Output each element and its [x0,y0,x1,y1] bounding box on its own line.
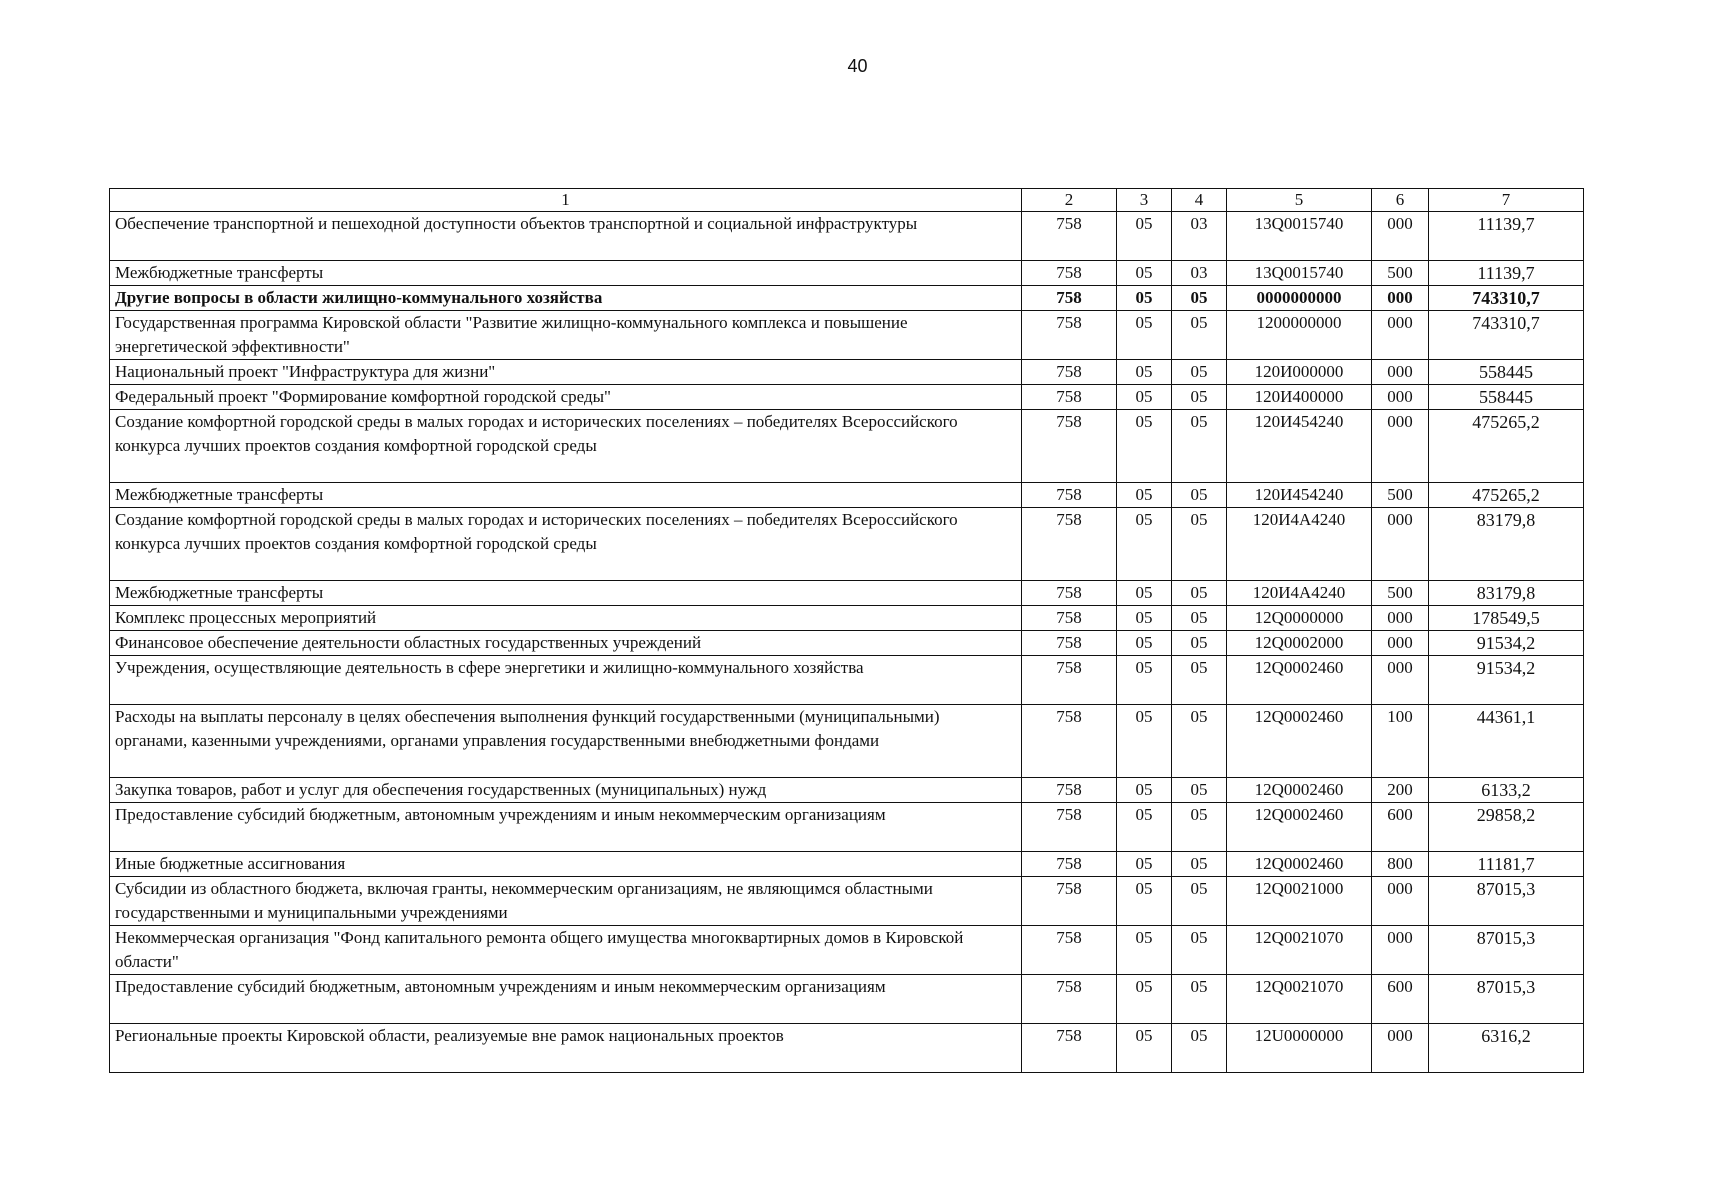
row-section-cell: 05 [1117,877,1172,926]
row-name-cell: Межбюджетные трансферты [110,483,1022,508]
row-target-article-cell: 120И454240 [1227,410,1372,483]
row-subsection-cell: 05 [1172,385,1227,410]
table-row [110,656,1584,705]
row-subsection-cell: 05 [1172,1024,1227,1073]
row-expense-type-cell: 000 [1372,410,1429,483]
table-row [110,778,1584,803]
row-ministry-code-cell: 758 [1022,508,1117,581]
row-target-article-cell: 13Q0015740 [1227,212,1372,261]
table-row [110,360,1584,385]
row-name-cell: Создание комфортной городской среды в малых городах и исторических поселениях – победителях Всероссийского конкурса лучших проектов создания комфортной городской среды [110,410,1022,483]
row-target-article-cell: 1200000000 [1227,311,1372,360]
row-ministry-code-cell: 758 [1022,261,1117,286]
row-ministry-code-cell: 758 [1022,410,1117,483]
row-amount-cell: 11181,7 [1429,852,1584,877]
row-target-article-cell: 12U0000000 [1227,1024,1372,1073]
row-amount-cell: 558445 [1429,360,1584,385]
row-amount-cell: 91534,2 [1429,656,1584,705]
row-expense-type-cell: 500 [1372,261,1429,286]
row-subsection-cell: 05 [1172,852,1227,877]
row-ministry-code-cell: 758 [1022,606,1117,631]
row-subsection-cell: 03 [1172,261,1227,286]
row-target-article-cell: 0000000000 [1227,286,1372,311]
row-ministry-code-cell: 758 [1022,926,1117,975]
column-header-3: 3 [1117,189,1172,212]
row-expense-type-cell: 000 [1372,385,1429,410]
row-section-cell: 05 [1117,975,1172,1024]
row-section-cell: 05 [1117,606,1172,631]
row-subsection-cell: 05 [1172,360,1227,385]
row-ministry-code-cell: 758 [1022,631,1117,656]
row-name-cell: Предоставление субсидий бюджетным, автономным учреждениям и иным некоммерческим организациям [110,803,1022,852]
row-name-cell: Учреждения, осуществляющие деятельность в сфере энергетики и жилищно-коммунального хозяйства [110,656,1022,705]
table-row [110,385,1584,410]
row-section-cell: 05 [1117,778,1172,803]
row-ministry-code-cell: 758 [1022,852,1117,877]
row-name-cell: Расходы на выплаты персоналу в целях обеспечения выполнения функций государственными (муниципальными) органами, казенными учреждениями, органами управления государственными внебюджетными фондами [110,705,1022,778]
row-section-cell: 05 [1117,508,1172,581]
row-expense-type-cell: 000 [1372,311,1429,360]
table-row [110,631,1584,656]
row-section-cell: 05 [1117,261,1172,286]
row-amount-cell: 6316,2 [1429,1024,1584,1073]
row-amount-cell: 29858,2 [1429,803,1584,852]
table-row [110,212,1584,261]
row-subsection-cell: 05 [1172,483,1227,508]
row-expense-type-cell: 000 [1372,212,1429,261]
row-amount-cell: 558445 [1429,385,1584,410]
row-amount-cell: 83179,8 [1429,508,1584,581]
row-expense-type-cell: 000 [1372,926,1429,975]
row-section-cell: 05 [1117,483,1172,508]
row-ministry-code-cell: 758 [1022,360,1117,385]
table-row [110,803,1584,852]
table-row [110,877,1584,926]
budget-table [109,188,1584,1073]
row-target-article-cell: 120И4А4240 [1227,581,1372,606]
row-subsection-cell: 05 [1172,311,1227,360]
row-target-article-cell: 120И4А4240 [1227,508,1372,581]
row-ministry-code-cell: 758 [1022,778,1117,803]
row-subsection-cell: 05 [1172,975,1227,1024]
row-target-article-cell: 12Q0002460 [1227,778,1372,803]
table-row [110,410,1584,483]
row-target-article-cell: 120И454240 [1227,483,1372,508]
row-subsection-cell: 05 [1172,606,1227,631]
row-expense-type-cell: 000 [1372,656,1429,705]
row-section-cell: 05 [1117,803,1172,852]
row-subsection-cell: 05 [1172,631,1227,656]
row-target-article-cell: 12Q0021070 [1227,926,1372,975]
row-name-cell: Некоммерческая организация "Фонд капитального ремонта общего имущества многоквартирных домов в Кировской области" [110,926,1022,975]
row-subsection-cell: 05 [1172,705,1227,778]
row-expense-type-cell: 000 [1372,286,1429,311]
row-target-article-cell: 12Q0002460 [1227,803,1372,852]
row-subsection-cell: 05 [1172,286,1227,311]
row-expense-type-cell: 200 [1372,778,1429,803]
row-target-article-cell: 13Q0015740 [1227,261,1372,286]
row-section-cell: 05 [1117,311,1172,360]
row-expense-type-cell: 600 [1372,975,1429,1024]
table-row [110,975,1584,1024]
row-amount-cell: 11139,7 [1429,261,1584,286]
row-section-cell: 05 [1117,212,1172,261]
row-target-article-cell: 120И000000 [1227,360,1372,385]
row-name-cell: Федеральный проект "Формирование комфортной городской среды" [110,385,1022,410]
row-amount-cell: 87015,3 [1429,975,1584,1024]
row-name-cell: Другие вопросы в области жилищно-коммунального хозяйства [110,286,1022,311]
column-header-1: 1 [110,189,1022,212]
column-header-4: 4 [1172,189,1227,212]
row-amount-cell: 743310,7 [1429,311,1584,360]
row-target-article-cell: 12Q0000000 [1227,606,1372,631]
row-target-article-cell: 12Q0002460 [1227,705,1372,778]
row-expense-type-cell: 000 [1372,631,1429,656]
row-section-cell: 05 [1117,581,1172,606]
row-expense-type-cell: 100 [1372,705,1429,778]
row-ministry-code-cell: 758 [1022,705,1117,778]
table-row [110,606,1584,631]
row-amount-cell: 743310,7 [1429,286,1584,311]
row-expense-type-cell: 600 [1372,803,1429,852]
row-target-article-cell: 12Q0021000 [1227,877,1372,926]
row-target-article-cell: 12Q0002460 [1227,656,1372,705]
row-subsection-cell: 05 [1172,508,1227,581]
row-name-cell: Создание комфортной городской среды в малых городах и исторических поселениях – победителях Всероссийского конкурса лучших проектов создания комфортной городской среды [110,508,1022,581]
row-section-cell: 05 [1117,705,1172,778]
row-amount-cell: 178549,5 [1429,606,1584,631]
row-target-article-cell: 12Q0002000 [1227,631,1372,656]
row-name-cell: Финансовое обеспечение деятельности областных государственных учреждений [110,631,1022,656]
row-subsection-cell: 05 [1172,410,1227,483]
page-number: 40 [847,56,868,76]
row-subsection-cell: 05 [1172,656,1227,705]
header-row [110,189,1584,212]
table-row [110,581,1584,606]
row-ministry-code-cell: 758 [1022,581,1117,606]
row-name-cell: Межбюджетные трансферты [110,261,1022,286]
row-section-cell: 05 [1117,631,1172,656]
row-amount-cell: 83179,8 [1429,581,1584,606]
row-section-cell: 05 [1117,656,1172,705]
row-name-cell: Предоставление субсидий бюджетным, автономным учреждениям и иным некоммерческим организациям [110,975,1022,1024]
row-ministry-code-cell: 758 [1022,803,1117,852]
row-section-cell: 05 [1117,360,1172,385]
row-section-cell: 05 [1117,286,1172,311]
row-ministry-code-cell: 758 [1022,975,1117,1024]
row-expense-type-cell: 000 [1372,606,1429,631]
row-ministry-code-cell: 758 [1022,212,1117,261]
table-body [110,212,1584,1073]
row-name-cell: Межбюджетные трансферты [110,581,1022,606]
row-expense-type-cell: 500 [1372,483,1429,508]
column-header-7: 7 [1429,189,1584,212]
row-name-cell: Обеспечение транспортной и пешеходной доступности объектов транспортной и социальной инфраструктуры [110,212,1022,261]
row-expense-type-cell: 000 [1372,360,1429,385]
row-section-cell: 05 [1117,410,1172,483]
row-name-cell: Региональные проекты Кировской области, реализуемые вне рамок национальных проектов [110,1024,1022,1073]
table-row [110,261,1584,286]
row-ministry-code-cell: 758 [1022,311,1117,360]
table-row [110,483,1584,508]
row-subsection-cell: 05 [1172,581,1227,606]
row-ministry-code-cell: 758 [1022,1024,1117,1073]
table-row [110,926,1584,975]
row-section-cell: 05 [1117,1024,1172,1073]
column-header-2: 2 [1022,189,1117,212]
row-target-article-cell: 12Q0021070 [1227,975,1372,1024]
row-section-cell: 05 [1117,926,1172,975]
row-ministry-code-cell: 758 [1022,385,1117,410]
row-ministry-code-cell: 758 [1022,877,1117,926]
row-amount-cell: 87015,3 [1429,877,1584,926]
table-row [110,311,1584,360]
row-amount-cell: 6133,2 [1429,778,1584,803]
table-row [110,852,1584,877]
row-amount-cell: 91534,2 [1429,631,1584,656]
column-header-6: 6 [1372,189,1429,212]
row-amount-cell: 475265,2 [1429,483,1584,508]
row-expense-type-cell: 500 [1372,581,1429,606]
row-name-cell: Комплекс процессных мероприятий [110,606,1022,631]
row-section-cell: 05 [1117,385,1172,410]
row-subsection-cell: 05 [1172,803,1227,852]
row-expense-type-cell: 800 [1372,852,1429,877]
row-subsection-cell: 05 [1172,778,1227,803]
table-row [110,508,1584,581]
row-target-article-cell: 12Q0002460 [1227,852,1372,877]
row-name-cell: Закупка товаров, работ и услуг для обеспечения государственных (муниципальных) нужд [110,778,1022,803]
table-row [110,1024,1584,1073]
row-amount-cell: 44361,1 [1429,705,1584,778]
row-expense-type-cell: 000 [1372,508,1429,581]
row-subsection-cell: 05 [1172,926,1227,975]
row-expense-type-cell: 000 [1372,1024,1429,1073]
table-row [110,705,1584,778]
row-subsection-cell: 05 [1172,877,1227,926]
row-name-cell: Субсидии из областного бюджета, включая гранты, некоммерческим организациям, не являющимся областными государственными и муниципальными учреждениями [110,877,1022,926]
row-amount-cell: 87015,3 [1429,926,1584,975]
row-name-cell: Иные бюджетные ассигнования [110,852,1022,877]
row-amount-cell: 475265,2 [1429,410,1584,483]
column-header-5: 5 [1227,189,1372,212]
row-ministry-code-cell: 758 [1022,656,1117,705]
row-subsection-cell: 03 [1172,212,1227,261]
row-target-article-cell: 120И400000 [1227,385,1372,410]
row-section-cell: 05 [1117,852,1172,877]
row-expense-type-cell: 000 [1372,877,1429,926]
row-name-cell: Государственная программа Кировской области "Развитие жилищно-коммунального комплекса и повышение энергетической эффективности" [110,311,1022,360]
row-name-cell: Национальный проект "Инфраструктура для жизни" [110,360,1022,385]
row-ministry-code-cell: 758 [1022,483,1117,508]
table-row [110,286,1584,311]
row-amount-cell: 11139,7 [1429,212,1584,261]
row-ministry-code-cell: 758 [1022,286,1117,311]
